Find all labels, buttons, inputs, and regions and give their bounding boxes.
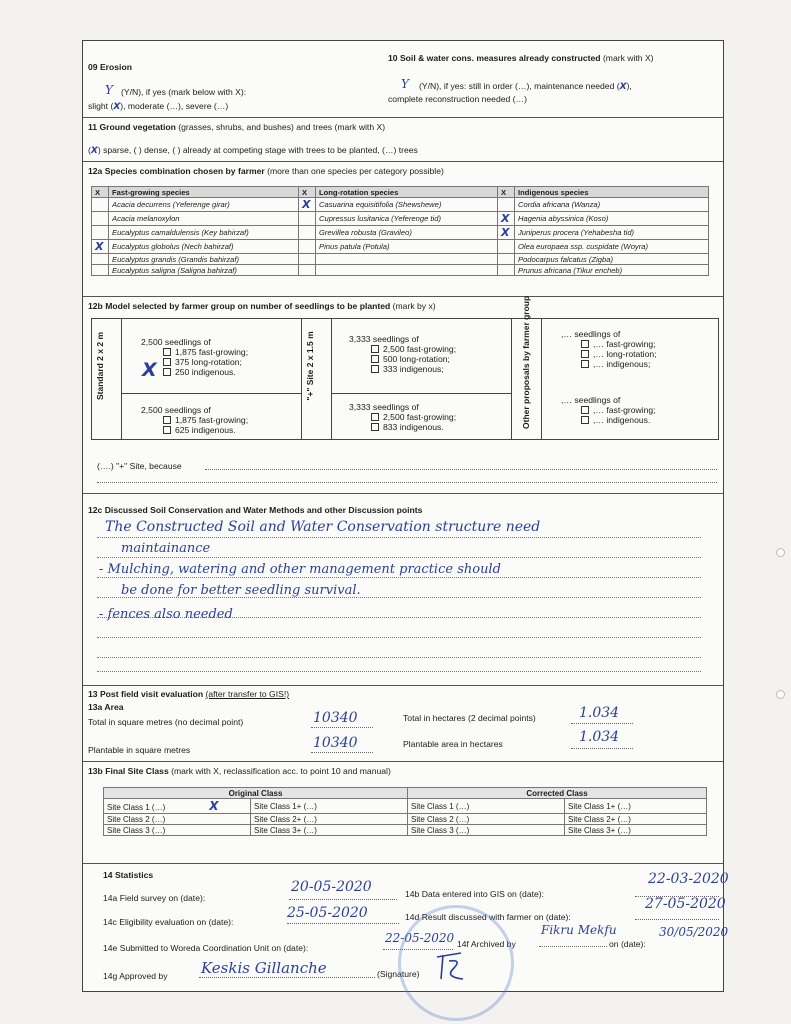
discussed-date[interactable]: 27-05-2020 <box>645 896 726 912</box>
class-cell[interactable]: Site Class 2 (…) <box>104 814 251 825</box>
statistics-title: 14 Statistics <box>103 870 154 880</box>
site-option-b: 3,333 seedlings of 2,500 fast-growing; 833 indigenous. <box>349 402 457 432</box>
divider <box>83 161 723 162</box>
checkbox[interactable] <box>371 423 379 431</box>
erosion-answer[interactable]: Y <box>105 83 113 97</box>
post-visit-title: 13 Post field visit evaluation (after transfer to GIS!) <box>88 689 290 699</box>
class-cell[interactable]: Site Class 3+ (…) <box>565 825 707 836</box>
checkbox[interactable] <box>371 413 379 421</box>
class-cell[interactable]: Site Class 3 (…) <box>104 825 251 836</box>
other-proposals-label: Other proposals by farmer group <box>521 295 531 429</box>
archived-label: 14f Archived by <box>457 939 516 949</box>
erosion-line2: slight (X), moderate (…), severe (…) <box>88 101 229 112</box>
mark-cell[interactable] <box>92 212 109 226</box>
class-cell[interactable]: Site Class 1 (…) <box>408 799 565 814</box>
checkbox[interactable] <box>581 416 589 424</box>
other-option-a: ,… seedlings of ,… fast-growing; ,… long-rotation; ,… indigenous; <box>561 329 657 369</box>
discussion-line: maintainance <box>121 541 211 556</box>
approved-label: 14g Approved by <box>103 971 168 981</box>
class-cell[interactable]: Site Class 1+ (…) <box>565 799 707 814</box>
discussion-line: be done for better seedling survival. <box>121 583 361 598</box>
site-class-table <box>103 787 707 836</box>
table-row: Eucalyptus camaldulensis (Key bahirzaf) Grevillea robusta (Gravileo) X Juniperus procera (Yehabesha tid) <box>92 226 709 240</box>
discussion-line: The Constructed Soil and Water Conservation structure need <box>105 519 541 535</box>
table-row <box>104 814 707 825</box>
table-row: Acacia melanoxylon Cupressus lusitanica (Yeferenge tid) X Hagenia abyssinica (Koso) <box>92 212 709 226</box>
mark-cell[interactable] <box>92 265 109 276</box>
soil-measures-line2: complete reconstruction needed (…) <box>388 94 528 104</box>
eligibility-label: 14c Eligibility evaluation on (date): <box>103 917 234 927</box>
site-because-field[interactable] <box>205 469 717 470</box>
mark-cell[interactable] <box>299 226 316 240</box>
mark-cell[interactable] <box>92 254 109 265</box>
submitted-date[interactable]: 22-05-2020 <box>385 931 455 945</box>
erosion-title: 09 Erosion <box>88 62 132 72</box>
standard-label: Standard 2 x 2 m <box>95 331 105 401</box>
plantable-ha-label: Plantable area in hectares <box>403 739 503 749</box>
table-row: Eucalyptus grandis (Grandis bahirzaf) Podocarpus falcatus (Zigba) <box>92 254 709 265</box>
original-class-header: Original Class <box>104 788 408 799</box>
archived-by-name[interactable]: Fikru Mekfu <box>541 923 617 937</box>
mark-cell[interactable]: X <box>498 226 515 240</box>
checkbox[interactable] <box>581 340 589 348</box>
mark-cell[interactable] <box>92 198 109 212</box>
std-option-b: 2,500 seedlings of 1,875 fast-growing; 625 indigenous. <box>141 405 249 435</box>
table-row <box>104 799 707 814</box>
area-title: 13a Area <box>88 702 124 712</box>
indigenous-header: Indigenous species <box>515 187 709 198</box>
plantable-sqm-label: Plantable in square metres <box>88 745 191 755</box>
mark-cell[interactable] <box>299 240 316 254</box>
mark-cell[interactable]: X <box>92 240 109 254</box>
species-table <box>91 186 709 276</box>
total-ha-value[interactable]: 1.034 <box>579 705 620 721</box>
table-row: Acacia decurrens (Yeferenge girar) X Casuarina equisitifolia (Shewshewe) Cordia africana (Wanza) <box>92 198 709 212</box>
total-ha-label: Total in hectares (2 decimal points) <box>403 713 536 723</box>
soil-measures-title: 10 Soil & water cons. measures already constructed (mark with X) <box>388 53 654 63</box>
col-mark-header: X <box>299 187 316 198</box>
class-cell[interactable]: Site Class 3+ (…) <box>251 825 408 836</box>
mark-cell[interactable]: X <box>498 212 515 226</box>
site-option-a: 3,333 seedlings of 2,500 fast-growing; 500 long-rotation; 333 indigenous; <box>349 334 457 374</box>
col-mark-header: X <box>92 187 109 198</box>
divider <box>83 296 723 297</box>
checkbox[interactable] <box>163 358 171 366</box>
site-label: "+" Site 2 x 1.5 m <box>305 331 315 401</box>
checkbox[interactable] <box>371 355 379 363</box>
divider <box>83 685 723 686</box>
plantable-ha-value[interactable]: 1.034 <box>579 729 620 745</box>
discussion-line: - fences also needed <box>99 607 233 622</box>
model-title: 12b Model selected by farmer group on number of seedlings to be planted (mark by x) <box>88 301 436 311</box>
survey-form-page <box>82 40 729 992</box>
standard-mark[interactable]: X <box>142 359 157 381</box>
mark-cell[interactable]: X <box>299 198 316 212</box>
checkbox[interactable] <box>371 365 379 373</box>
class-cell[interactable]: Site Class 2+ (…) <box>251 814 408 825</box>
mark-cell[interactable] <box>498 198 515 212</box>
divider <box>83 493 723 494</box>
checkbox[interactable] <box>371 345 379 353</box>
divider <box>83 863 723 864</box>
class-cell[interactable]: Site Class 1 (…) X <box>104 799 251 814</box>
signature-label: (Signature) <box>377 969 420 979</box>
mark-cell[interactable] <box>92 226 109 240</box>
archived-date[interactable]: 30/05/2020 <box>659 925 729 939</box>
eligibility-date[interactable]: 25-05-2020 <box>287 905 368 921</box>
table-row: X Eucalyptus globolus (Nech bahirzaf) Pinus patula (Potula) Olea europaea ssp. cuspidate (Woyra) <box>92 240 709 254</box>
discussion-title: 12c Discussed Soil Conservation and Water Methods and other Discussion points <box>88 505 423 515</box>
divider <box>83 761 723 762</box>
table-row <box>104 825 707 836</box>
plantable-sqm-value[interactable]: 10340 <box>313 735 358 751</box>
submitted-label: 14e Submitted to Woreda Coordination Unit on (date): <box>103 943 309 953</box>
punch-hole <box>776 690 785 699</box>
divider <box>83 117 723 118</box>
checkbox[interactable] <box>163 348 171 356</box>
ground-vegetation-options: (X) sparse, ( ) dense, ( ) already at competing stage with trees to be planted, (…) trees <box>88 145 418 156</box>
checkbox[interactable] <box>163 416 171 424</box>
checkbox[interactable] <box>581 360 589 368</box>
class-cell[interactable]: Site Class 3 (…) <box>408 825 565 836</box>
col-mark-header: X <box>498 187 515 198</box>
ground-vegetation-title: 11 Ground vegetation (grasses, shrubs, and bushes) and trees (mark with X) <box>88 122 386 132</box>
approved-by-name[interactable]: Keskis Gillanche <box>201 959 327 977</box>
total-sqm-value[interactable]: 10340 <box>313 710 358 726</box>
archived-on-label: on (date): <box>609 939 646 949</box>
site-class-title: 13b Final Site Class (mark with X, reclassification acc. to point 10 and manual) <box>88 766 391 776</box>
gis-entry-date[interactable]: 22-03-2020 <box>648 871 729 887</box>
mark-cell[interactable] <box>299 212 316 226</box>
discussed-label: 14d Result discussed with farmer on (date): <box>405 912 571 922</box>
class-cell[interactable]: Site Class 2+ (…) <box>565 814 707 825</box>
discussion-line: - Mulching, watering and other management practice should <box>99 562 501 577</box>
office-stamp <box>398 905 514 1021</box>
class-cell[interactable]: Site Class 2 (…) <box>408 814 565 825</box>
total-sqm-label: Total in square metres (no decimal point) <box>88 717 244 727</box>
checkbox[interactable] <box>581 406 589 414</box>
checkbox[interactable] <box>163 426 171 434</box>
checkbox[interactable] <box>163 368 171 376</box>
soil-measures-line1: (Y/N), if yes: still in order (…), maintenance needed (X), <box>419 81 632 92</box>
std-option-a: 2,500 seedlings of 1,875 fast-growing; 375 long-rotation; 250 indigenous. <box>141 337 249 377</box>
other-option-b: ,… seedlings of ,… fast-growing; ,… indigenous. <box>561 395 656 425</box>
gis-entry-label: 14b Data entered into GIS on (date): <box>405 889 545 899</box>
punch-hole <box>776 548 785 557</box>
mark-cell[interactable] <box>498 265 515 276</box>
mark-cell[interactable] <box>498 240 515 254</box>
checkbox[interactable] <box>581 350 589 358</box>
erosion-line1: (Y/N), if yes (mark below with X): <box>121 87 247 97</box>
field-survey-label: 14a Field survey on (date): <box>103 893 206 903</box>
site-because-label: (….) "+" Site, because <box>97 461 182 471</box>
field-survey-date[interactable]: 20-05-2020 <box>291 879 372 895</box>
species-title: 12a Species combination chosen by farmer (more than one species per category possible) <box>88 166 444 176</box>
fast-growing-header: Fast-growing species <box>109 187 299 198</box>
long-rotation-header: Long-rotation species <box>316 187 498 198</box>
soil-measures-answer[interactable]: Y <box>401 77 409 91</box>
table-row: Eucalyptus saligna (Saligna bahirzaf) Prunus africana (Tikur encheb) <box>92 265 709 276</box>
corrected-class-header: Corrected Class <box>408 788 707 799</box>
mark-cell[interactable] <box>498 254 515 265</box>
class-cell[interactable]: Site Class 1+ (…) <box>251 799 408 814</box>
